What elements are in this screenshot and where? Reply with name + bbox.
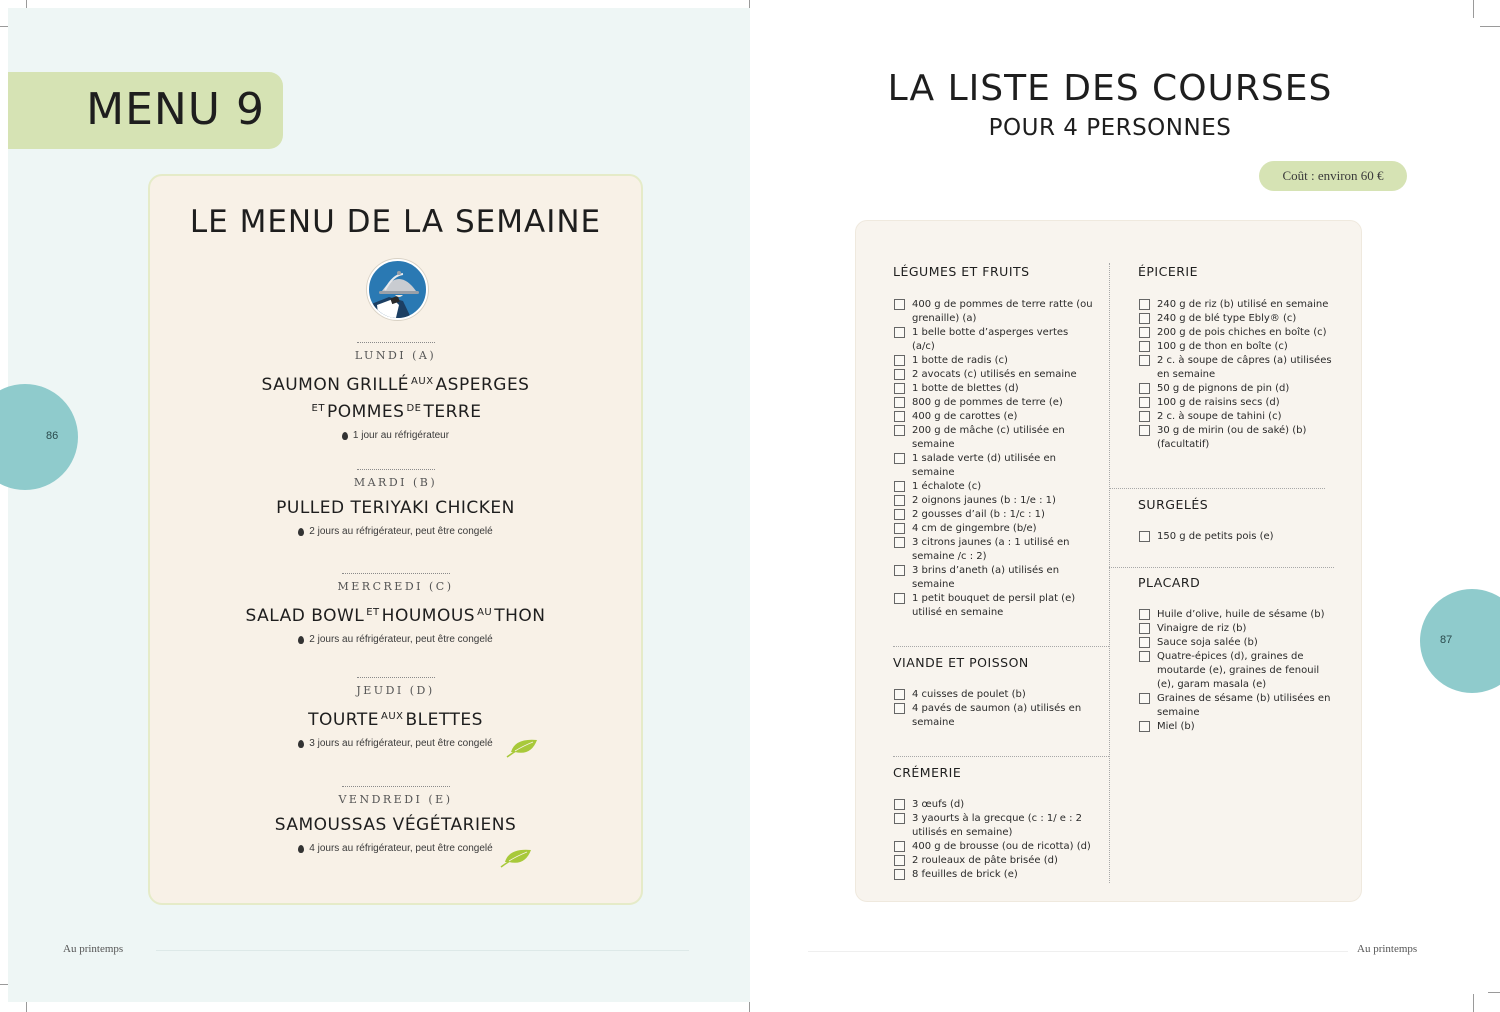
list-item: 1 petit bouquet de persil plat (e) utilisé en semaine	[894, 592, 1094, 620]
shopping-list-card	[855, 220, 1362, 902]
checkbox[interactable]	[1139, 623, 1150, 634]
section-title-epicerie: ÉPICERIE	[1138, 264, 1199, 279]
list-item: 100 g de raisins secs (d)	[1139, 396, 1339, 410]
drop-icon	[298, 845, 304, 853]
crop-mark	[1480, 26, 1500, 27]
footer-rule	[156, 950, 689, 951]
crop-mark	[1473, 994, 1474, 1012]
section-title-surgeles: SURGELÉS	[1138, 497, 1209, 512]
list-item: Sauce soja salée (b)	[1139, 636, 1339, 650]
list-item: 2 rouleaux de pâte brisée (d)	[894, 854, 1104, 868]
checkbox[interactable]	[894, 425, 905, 436]
day-label: LUNDI (A)	[354, 349, 437, 362]
dish-connector: DE	[406, 403, 422, 414]
vegetarian-leaf-icon	[505, 736, 539, 758]
page-number-badge	[0, 384, 78, 490]
dotted-divider	[357, 469, 435, 470]
menu-day-vendredi	[150, 786, 641, 857]
list-item: Miel (b)	[1139, 720, 1339, 734]
section-title-placard: PLACARD	[1138, 575, 1201, 590]
checkbox[interactable]	[894, 855, 905, 866]
list-item: 400 g de pommes de terre ratte (ou grenaille) (a)	[894, 298, 1094, 326]
dish-text: TOURTE	[308, 710, 379, 730]
dish-text: HOUMOUS	[381, 606, 476, 626]
checkbox[interactable]	[894, 397, 905, 408]
dish-name: PULLED TERIYAKI CHICKEN	[276, 498, 515, 518]
list-item: 2 gousses d’ail (b : 1/c : 1)	[894, 508, 1094, 522]
dish-connector: AU	[477, 607, 493, 618]
vegetarian-leaf-icon	[499, 846, 533, 868]
crop-mark	[0, 26, 8, 27]
drop-icon	[298, 636, 304, 644]
list-item: 200 g de mâche (c) utilisée en semaine	[894, 424, 1094, 452]
dish-connector: AUX	[411, 376, 434, 387]
storage-info	[298, 738, 492, 749]
day-label: VENDREDI (E)	[338, 793, 453, 806]
cloche-serving-icon	[367, 259, 428, 320]
checkbox[interactable]	[894, 299, 905, 310]
list-item: 800 g de pommes de terre (e)	[894, 396, 1094, 410]
dish-text: ASPERGES	[435, 375, 530, 395]
day-label: JEUDI (D)	[356, 684, 435, 697]
checkbox[interactable]	[894, 453, 905, 464]
page-number-badge	[1420, 589, 1500, 693]
list-item: 150 g de petits pois (e)	[1139, 530, 1339, 544]
dish-name	[150, 601, 641, 628]
drop-icon	[298, 740, 304, 748]
list-item: 2 avocats (c) utilisés en semaine	[894, 368, 1094, 382]
checkbox[interactable]	[894, 523, 905, 534]
running-footer: Au printemps	[63, 943, 124, 955]
drop-icon	[298, 528, 304, 536]
checkbox[interactable]	[1139, 637, 1150, 648]
storage-text: 2 jours au réfrigérateur, peut être congelé	[309, 634, 493, 645]
storage-text: 4 jours au réfrigérateur, peut être congelé	[309, 843, 493, 854]
crop-mark	[1473, 0, 1474, 18]
checkbox[interactable]	[894, 537, 905, 548]
left-page	[8, 8, 750, 1002]
column-divider	[1109, 263, 1110, 883]
list-placard	[1139, 608, 1339, 734]
storage-text: 1 jour au réfrigérateur	[352, 430, 450, 441]
checkbox[interactable]	[1139, 425, 1150, 436]
list-epicerie	[1139, 298, 1339, 452]
dotted-divider	[357, 342, 435, 343]
checkbox[interactable]	[894, 509, 905, 520]
list-item: Huile d’olive, huile de sésame (b)	[1139, 608, 1339, 622]
dish-connector: ET	[366, 607, 380, 618]
menu-day-jeudi	[150, 677, 641, 752]
dish-connector: ET	[311, 403, 325, 414]
section-title-legumes: LÉGUMES ET FRUITS	[893, 264, 1030, 279]
list-item: 3 œufs (d)	[894, 798, 1104, 812]
list-item: 8 feuilles de brick (e)	[894, 868, 1104, 882]
section-title-cremerie: CRÉMERIE	[893, 765, 962, 780]
storage-text: 3 jours au réfrigérateur, peut être congelé	[309, 738, 493, 749]
menu-day-lundi	[150, 342, 641, 444]
list-item: 3 citrons jaunes (a : 1 utilisé en semaine /c : 2)	[894, 536, 1094, 564]
section-title-viande: VIANDE ET POISSON	[893, 655, 1029, 670]
list-item: 200 g de pois chiches en boîte (c)	[1139, 326, 1339, 340]
section-divider	[1109, 488, 1325, 489]
dish-name	[150, 370, 641, 424]
list-item: 100 g de thon en boîte (c)	[1139, 340, 1339, 354]
dish-connector: AUX	[381, 711, 404, 722]
dotted-divider	[342, 786, 450, 787]
dotted-divider	[357, 677, 435, 678]
checkbox[interactable]	[894, 327, 905, 338]
checkbox[interactable]	[1139, 411, 1150, 422]
list-item: 400 g de carottes (e)	[894, 410, 1094, 424]
list-item: 3 yaourts à la grecque (c : 1/ e : 2 utilisés en semaine)	[894, 812, 1104, 840]
list-item: 30 g de mirin (ou de saké) (b) (facultatif)	[1139, 424, 1339, 452]
dish-name	[150, 705, 641, 732]
list-item: 400 g de brousse (ou de ricotta) (d)	[894, 840, 1104, 854]
day-label: MARDI (B)	[353, 476, 438, 489]
checkbox[interactable]	[894, 869, 905, 880]
checkbox[interactable]	[894, 689, 905, 700]
list-item: Quatre-épices (d), graines de moutarde (e), graines de fenouil (e), garam masala (e)	[1139, 650, 1339, 692]
storage-text: 2 jours au réfrigérateur, peut être congelé	[309, 526, 493, 537]
checkbox[interactable]	[894, 703, 905, 714]
list-item: 2 c. à soupe de tahini (c)	[1139, 410, 1339, 424]
list-item: 50 g de pignons de pin (d)	[1139, 382, 1339, 396]
section-divider	[893, 756, 1109, 757]
dish-name: SAMOUSSAS VÉGÉTARIENS	[274, 815, 517, 835]
dish-text: SAUMON GRILLÉ	[261, 375, 410, 395]
list-item: 1 botte de radis (c)	[894, 354, 1094, 368]
page-number: 87	[1440, 634, 1453, 646]
checkbox[interactable]	[894, 495, 905, 506]
list-item: 2 oignons jaunes (b : 1/e : 1)	[894, 494, 1094, 508]
checkbox[interactable]	[1139, 651, 1150, 662]
shopping-list-subtitle: POUR 4 PERSONNES	[988, 115, 1232, 141]
checkbox[interactable]	[894, 355, 905, 366]
dish-text: BLETTES	[405, 710, 483, 730]
menu-number-tab	[8, 72, 283, 149]
checkbox[interactable]	[1139, 355, 1150, 366]
list-item: Vinaigre de riz (b)	[1139, 622, 1339, 636]
storage-info	[342, 430, 449, 441]
weekly-menu-title: LE MENU DE LA SEMAINE	[189, 204, 602, 240]
dish-text: THON	[494, 606, 546, 626]
checkbox[interactable]	[1139, 327, 1150, 338]
checkbox[interactable]	[1139, 693, 1150, 704]
checkbox[interactable]	[894, 813, 905, 824]
checkbox[interactable]	[894, 383, 905, 394]
list-item: 1 belle botte d’asperges vertes (a/c)	[894, 326, 1094, 354]
list-item: 4 pavés de saumon (a) utilisés en semaine	[894, 702, 1094, 730]
running-footer: Au printemps	[1357, 943, 1418, 955]
checkbox[interactable]	[894, 841, 905, 852]
checkbox[interactable]	[894, 565, 905, 576]
list-item: 240 g de blé type Ebly® (c)	[1139, 312, 1339, 326]
checkbox[interactable]	[1139, 609, 1150, 620]
checkbox[interactable]	[894, 411, 905, 422]
checkbox[interactable]	[1139, 313, 1150, 324]
dish-text: POMMES	[326, 402, 405, 422]
list-item: 3 brins d’aneth (a) utilisés en semaine	[894, 564, 1094, 592]
checkbox[interactable]	[1139, 341, 1150, 352]
list-item: 4 cm de gingembre (b/e)	[894, 522, 1094, 536]
crop-mark	[1488, 992, 1500, 993]
shopping-list-title: LA LISTE DES COURSES	[887, 68, 1333, 109]
checkbox[interactable]	[894, 481, 905, 492]
footer-rule	[808, 951, 1348, 952]
list-item: 1 salade verte (d) utilisée en semaine	[894, 452, 1094, 480]
list-item: 1 échalote (c)	[894, 480, 1094, 494]
list-item: Graines de sésame (b) utilisées en semaine	[1139, 692, 1339, 720]
checkbox[interactable]	[1139, 721, 1150, 732]
list-legumes	[894, 298, 1094, 620]
list-cremerie	[894, 798, 1104, 882]
menu-day-mardi	[150, 469, 641, 540]
checkbox[interactable]	[1139, 383, 1150, 394]
checkbox[interactable]	[894, 593, 905, 604]
section-divider	[893, 646, 1109, 647]
section-divider	[1109, 567, 1334, 568]
list-item: 1 botte de blettes (d)	[894, 382, 1094, 396]
day-label: MERCREDI (C)	[337, 580, 454, 593]
dish-text: TERRE	[423, 402, 482, 422]
list-item: 2 c. à soupe de câpres (a) utilisées en semaine	[1139, 354, 1339, 382]
storage-info	[298, 634, 492, 645]
list-item: 240 g de riz (b) utilisé en semaine	[1139, 298, 1339, 312]
checkbox[interactable]	[1139, 397, 1150, 408]
weekly-menu-card	[148, 174, 643, 905]
list-surgeles	[1139, 530, 1339, 544]
menu-number-title: MENU 9	[86, 84, 265, 135]
checkbox[interactable]	[1139, 531, 1150, 542]
dotted-divider	[342, 573, 450, 574]
checkbox[interactable]	[894, 369, 905, 380]
storage-info	[298, 843, 492, 854]
crop-mark	[26, 0, 27, 8]
page-number: 86	[46, 430, 59, 442]
list-item: 4 cuisses de poulet (b)	[894, 688, 1094, 702]
cost-badge: Coût : environ 60 €	[1259, 161, 1407, 191]
dish-text: SALAD BOWL	[245, 606, 365, 626]
crop-mark	[749, 0, 750, 8]
list-viande	[894, 688, 1094, 730]
checkbox[interactable]	[894, 799, 905, 810]
storage-info	[298, 526, 492, 537]
checkbox[interactable]	[1139, 299, 1150, 310]
drop-icon	[342, 432, 348, 440]
menu-day-mercredi	[150, 573, 641, 648]
